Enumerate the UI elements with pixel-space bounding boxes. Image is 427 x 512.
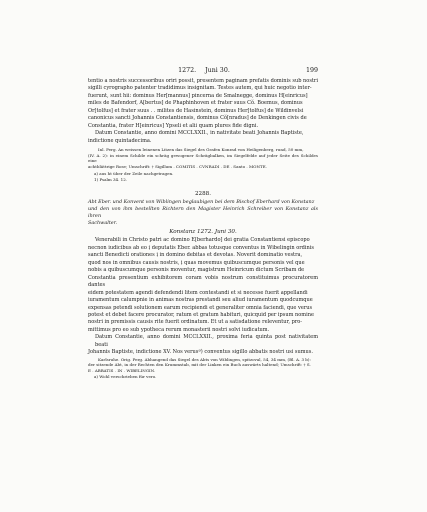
page-number: 199 <box>305 67 318 74</box>
text-line: Or[tolfus] et frater suus . . milites de Hasinstein, dominus Her[tolfus] de Wildinvelsi <box>88 107 304 114</box>
text-line: sancti Benedicti orationes ị in domino debitas et devotas. Noverit dominatio vestra, <box>88 252 303 259</box>
text-line: Datum Constantie, anno domini MCCLXXII., proxima feria quinta post nativitatem beati <box>95 334 318 348</box>
text-line: Johannis Baptiste, indictione XV. Nos verusª) conventus sigillo abbatis nostri usi sumus. <box>88 349 313 356</box>
note-line: Karlsruhe. Orig. Perg. Abhangend das Siegel des Abts von Wiblingen, spitzoval, 54, 34 mm, (Bl. A. 3 b): <box>98 356 311 362</box>
text-line: iuramentum calumpnie in animas nostras prestandi seu aliud iuramentum quodcumque <box>88 297 313 304</box>
text-line: miles de Bafendorf, A[bertus] de Phaphinhoven et frater suus Cŏ. Boemus, dominus <box>88 100 303 107</box>
text-line: Datum Constantie, anno domini MCCLXXII., in nativitate beati Johannis Baptiste, <box>95 130 304 137</box>
text-line: expensas petendi solutionem earum recipiendi et generaliter omnia faciendi, que verus <box>88 304 313 311</box>
text-line: eidem potestatem agendi defendendi litem contestandi et si necesse fuerit appellandi <box>88 289 308 296</box>
note-line: (IV. A. 2): in einem Schilde ein schräg gewogener Schrägbalken, im Siegelfelde auf jeder Seite des Schildes eine <box>88 152 318 164</box>
document-number: 2288. <box>194 191 211 198</box>
text-line: quod nos in omnibus causis nostris, ị quas movemus quibuscumque personis vel que <box>88 259 305 266</box>
text-line: mittimus pro eo sub ypotheca rerum monasterii nostri solvi iudicatum. <box>88 326 270 333</box>
header-date: Juni 30. <box>205 67 230 74</box>
text-line: canonicus sancti Johannis Constantiensis, dominus Cŏ[nradus] de Denkingen civis de <box>88 115 307 122</box>
text-line: sigilli cyrographo patenter tradidimus insignitam. Testes autem, qui huic negotio inter- <box>88 85 312 92</box>
text-line: necnon iudicibus ab eo ị deputatis Eber. abbas totusque conventus in Wibelingin ordinis <box>88 244 314 251</box>
footnote: a) aus ht über der Zeile nachgetragen. <box>94 171 174 177</box>
source-note <box>88 147 318 169</box>
text-line: Constantia, frater H[einricus] Ypseli et alii quam plures fide digni. <box>88 122 259 129</box>
document-summary <box>88 199 318 227</box>
note-line: Inl. Perg. An weissen leinenen Litzen das Siegel des Grafen Konrad von Heiligenberg, rund, 50 mm, <box>98 147 304 153</box>
text-line: tentio a nostris successoribus oriri possit, presentem paginam prefatis dominis sub nostri <box>88 78 318 84</box>
footnotes-top <box>88 171 318 183</box>
body-dating-paragraph <box>88 334 318 356</box>
text-line: indictione quintadecima. <box>88 137 152 144</box>
note-line: der sitzende Abt, in der Rechten den Krummstab, mit der Linken ein Buch auswärts haltend; Umschrift: † S. <box>88 362 311 368</box>
summary-line: Abt Eber. und Konvent von Wiblingen beglaubigen bei dem Bischof Eberhard von Konstanz <box>88 199 315 206</box>
footnote: 1) Psalm 34. 12. <box>94 177 128 183</box>
page-content <box>88 67 318 380</box>
header-date-line <box>102 67 306 74</box>
text-line: potest et debet facere procurator, ratum et gratum habituri, quicquid per ipsum nomine <box>88 311 314 318</box>
dating-paragraph <box>88 130 318 145</box>
note-line: achtblättrige Rose; Umschrift: † Sigillum . COMITIS . CVNRADI . DE . Santo . MONTE. <box>88 163 267 169</box>
running-header <box>88 67 318 78</box>
summary-line: und den von ihm bestellten Richtern den Magister Heinrich Schreiber von Konstanz als ihren <box>88 206 318 220</box>
footnote-bottom: a) Wohl verschrieben für vero. <box>94 374 157 380</box>
header-year: 1272. <box>178 67 197 74</box>
text-line: nostri in premissis causis rite fuerit ordinatum. Et ut a satisdatione releventur, pro- <box>88 319 302 326</box>
note-line: E . ABBATIS . IN . WIBELINGIN. <box>88 367 156 373</box>
source-note-2 <box>88 357 318 374</box>
text-line: fuerunt, sunt hii: dominus Her[mannus] pincerna de Smalnegge, dominus H[einricus] <box>88 92 308 99</box>
summary-line: Sachwalter. <box>88 220 118 227</box>
text-line: Constantia presentium exhibitorem coram vobis nostrum constituimus procuratorem dantes <box>88 274 318 289</box>
body-paragraph <box>88 237 318 334</box>
continuation-paragraph <box>88 78 318 130</box>
document-date: Konstanz 1272. Juni 30. <box>169 229 237 236</box>
text-line: Venerabili in Christo patri ac domino E[berhardo] dei gratia Constantiensi episcopo <box>95 237 310 244</box>
text-line: nobis a quibuscumque personis moventur, magistrum Heinricum dictum Scribam de <box>88 267 305 274</box>
